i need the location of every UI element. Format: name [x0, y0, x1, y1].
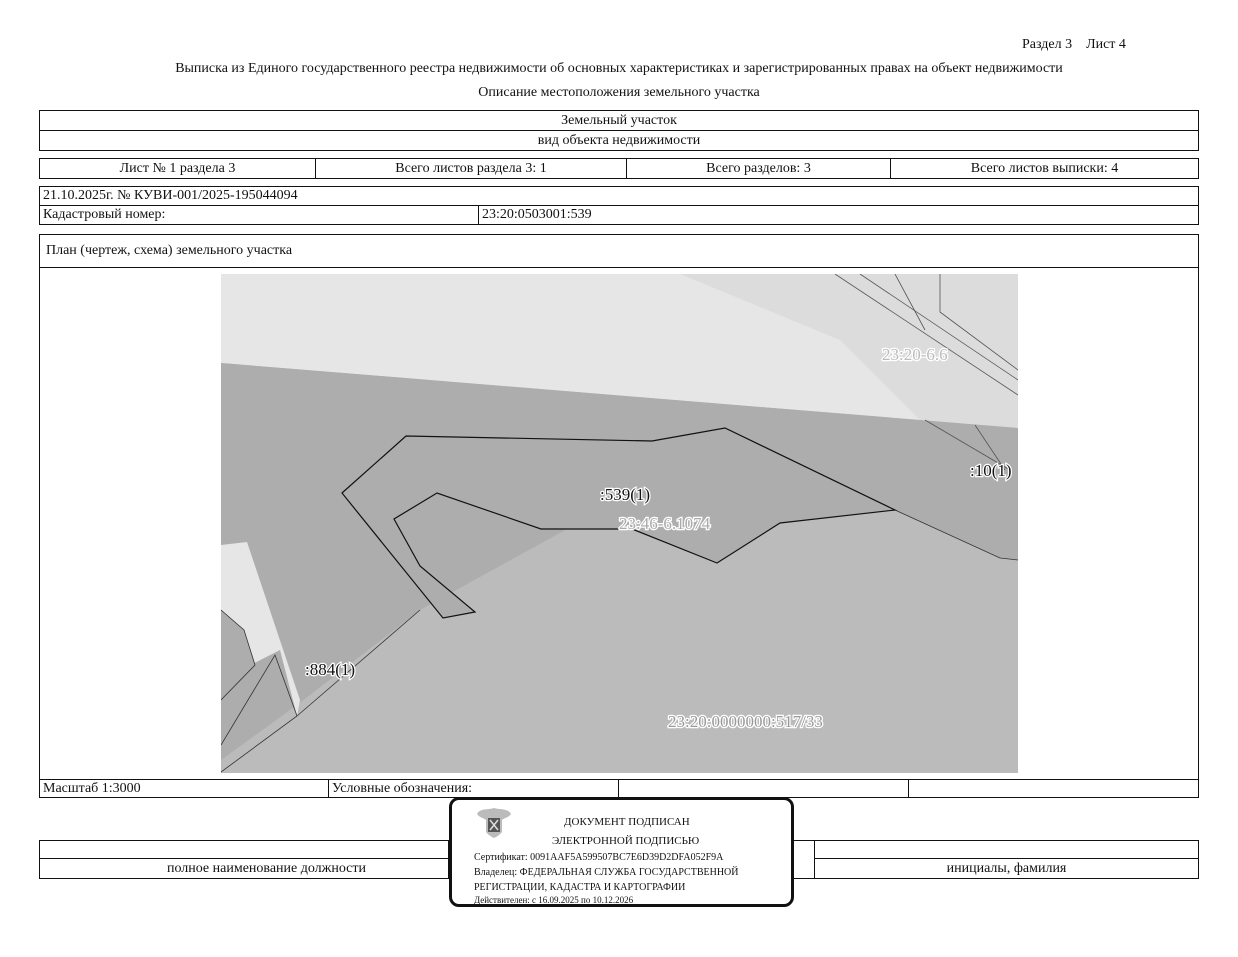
section-sheet-header [1022, 37, 1126, 53]
signature-name-caption: инициалы, фамилия [814, 858, 1199, 879]
signature-position-caption: полное наименование должности [39, 858, 494, 879]
stamp-certificate: Сертификат: 0091AAF5A599507BC7E6D39D2DFA052F9A [474, 852, 724, 863]
sheet-info-sheet: Лист № 1 раздела 3 [39, 158, 316, 179]
plan-header-divider [39, 267, 1199, 268]
legend-cell-2 [908, 779, 1199, 798]
signature-position-value [39, 840, 449, 859]
object-type-caption: вид объекта недвижимости [39, 130, 1199, 151]
scale: Масштаб 1:3000 [39, 779, 329, 798]
coat-of-arms-icon [474, 804, 514, 842]
cadastral-map [221, 274, 1018, 773]
stamp-owner-line2: РЕГИСТРАЦИИ, КАДАСТРА И КАРТОГРАФИИ [474, 882, 686, 893]
stamp-line2: ЭЛЕКТРОННОЙ ПОДПИСЬЮ [552, 835, 700, 847]
sheet-number: Лист 4 [1086, 37, 1126, 52]
label-block: 23:20:0000000:517/33 [668, 712, 823, 731]
sheet-info-total: Всего листов выписки: 4 [890, 158, 1199, 179]
section-number: Раздел 3 [1022, 37, 1073, 52]
label-neighbor-left: :884(1) [305, 660, 356, 679]
cadastral-number: 23:20:0503001:539 [478, 205, 1199, 225]
sheet-info-section-sheets: Всего листов раздела 3: 1 [315, 158, 627, 179]
document-title: Выписка из Единого государственного реестра недвижимости об основных характеристиках и зарегистрированных правах на объект недвижимости [175, 61, 1063, 76]
legend-cell-1 [618, 779, 909, 798]
document-subtitle: Описание местоположения земельного участка [478, 85, 760, 100]
sheet-info-sections: Всего разделов: 3 [626, 158, 891, 179]
signature-name-value [814, 840, 1199, 859]
stamp-validity: Действителен: с 16.09.2025 по 10.12.2026 [474, 895, 634, 905]
label-neighbor-right: :10(1) [970, 461, 1012, 480]
document-reference: 21.10.2025г. № КУВИ-001/2025-195044094 [39, 186, 1199, 206]
label-parcel: :539(1) [600, 485, 651, 504]
legend-label: Условные обозначения: [328, 779, 619, 798]
stamp-owner-line1: Владелец: ФЕДЕРАЛЬНАЯ СЛУЖБА ГОСУДАРСТВЕННОЙ [474, 867, 739, 878]
electronic-signature-stamp [449, 797, 794, 907]
label-zone-top: 23:20-6.6 [882, 345, 948, 364]
object-type: Земельный участок [39, 110, 1199, 131]
label-zone: 23:46-6.1074 [619, 514, 711, 533]
stamp-line1: ДОКУМЕНТ ПОДПИСАН [564, 816, 690, 828]
cadastral-label: Кадастровый номер: [39, 205, 479, 225]
plan-title: План (чертеж, схема) земельного участка [46, 243, 293, 258]
